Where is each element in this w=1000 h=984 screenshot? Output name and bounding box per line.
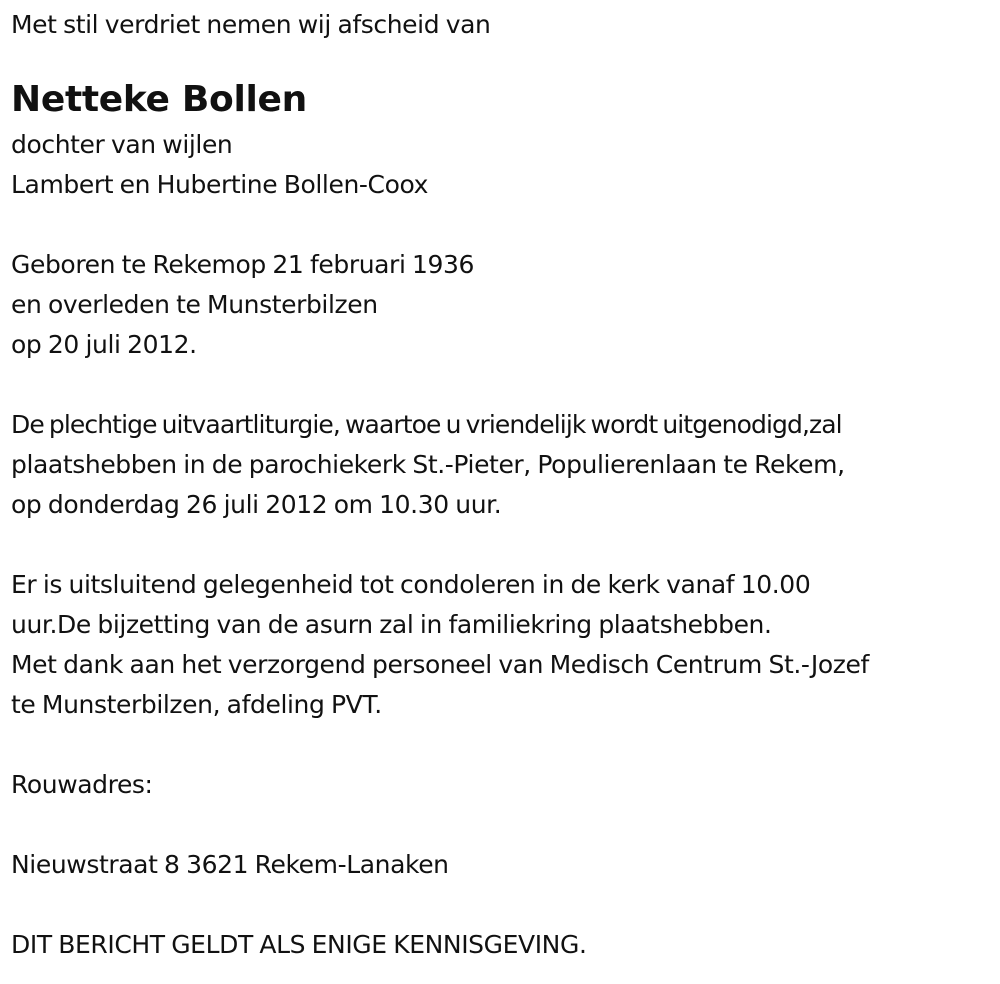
funeral-line-2: plaatshebben in de parochiekerk St.-Pieter, Populierenlaan te Rekem, xyxy=(11,450,845,479)
spacer xyxy=(11,205,996,245)
spacer xyxy=(11,525,996,565)
funeral-line-1: De plechtige uitvaartliturgie, waartoe u vriendelijk wordt uitgenodigd,zal xyxy=(11,410,842,439)
death-notice xyxy=(11,0,996,965)
deceased-name: Netteke Bollen xyxy=(11,79,307,120)
closing-statement: DIT BERICHT GELDT ALS ENIGE KENNISGEVING. xyxy=(11,930,587,959)
mourning-address: Nieuwstraat 8 3621 Rekem-Lanaken xyxy=(11,850,449,879)
condolence-line-1: Er is uitsluitend gelegenheid tot condoleren in de kerk vanaf 10.00 xyxy=(11,570,811,599)
spacer xyxy=(11,365,996,405)
death-line-2: op 20 juli 2012. xyxy=(11,330,197,359)
condolence-line-2: uur.De bijzetting van de asurn zal in familiekring plaatshebben. xyxy=(11,610,772,639)
spacer xyxy=(11,725,996,765)
funeral-line-3: op donderdag 26 juli 2012 om 10.30 uur. xyxy=(11,490,502,519)
thanks-line-2: te Munsterbilzen, afdeling PVT. xyxy=(11,690,382,719)
birth-line: Geboren te Rekemop 21 februari 1936 xyxy=(11,250,475,279)
parent-line-2: Lambert en Hubertine Bollen-Coox xyxy=(11,170,429,199)
spacer xyxy=(11,885,996,925)
parent-line-1: dochter van wijlen xyxy=(11,130,233,159)
intro-text: Met stil verdriet nemen wij afscheid van xyxy=(11,10,491,39)
spacer xyxy=(11,805,996,845)
thanks-line-1: Met dank aan het verzorgend personeel van Medisch Centrum St.-Jozef xyxy=(11,650,869,679)
death-line-1: en overleden te Munsterbilzen xyxy=(11,290,378,319)
address-label: Rouwadres: xyxy=(11,770,153,799)
